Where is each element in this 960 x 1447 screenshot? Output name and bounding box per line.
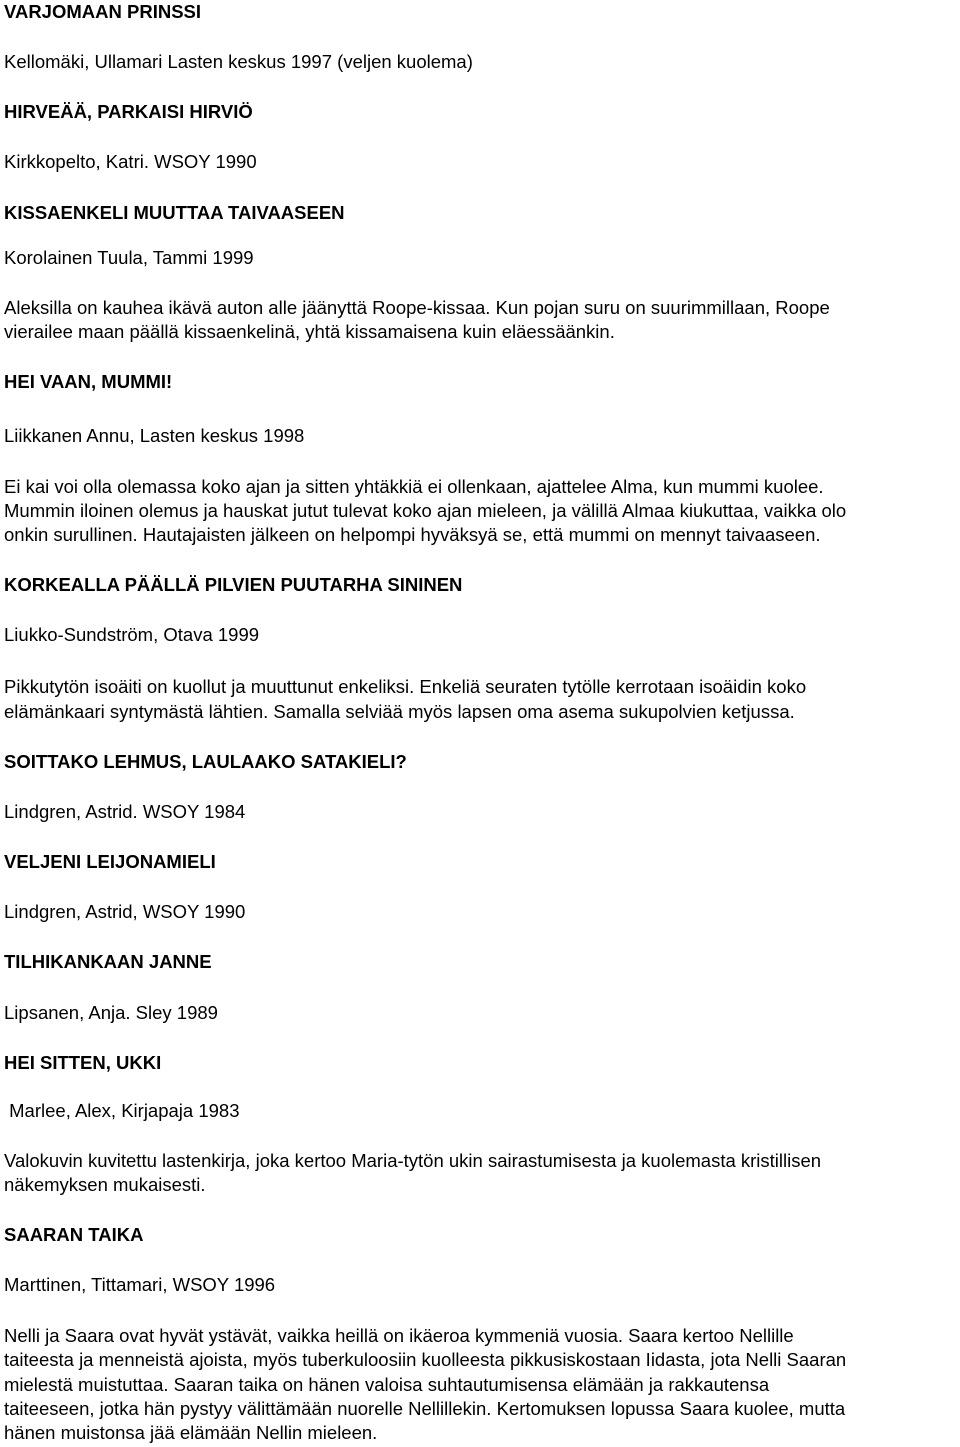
description-line: Pikkutytön isoäiti on kuollut ja muuttunut enkeliksi. Enkeliä seuraten tytölle kerrotaan isoäidin koko <box>4 676 807 697</box>
book-title: SOITTAKO LEHMUS, LAULAAKO SATAKIELI? <box>4 751 407 772</box>
book-author: Liikkanen Annu, Lasten keskus 1998 <box>4 425 305 446</box>
book-title: HEI VAAN, MUMMI! <box>4 371 173 392</box>
book-author: Korolainen Tuula, Tammi 1999 <box>4 247 254 268</box>
description-line: mielestä muistuttaa. Saaran taika on hänen valoisa suhtautumisensa elämään ja rakkautensa <box>4 1374 770 1395</box>
book-author: Lipsanen, Anja. Sley 1989 <box>4 1002 218 1023</box>
book-title: HIRVEÄÄ, PARKAISI HIRVIÖ <box>4 101 253 122</box>
description-line: taiteesta ja menneistä ajoista, myös tuberkuloosiin kuolleesta pikkusiskostaan Iidasta, jota Nelli Saaran <box>4 1349 847 1370</box>
book-title: VELJENI LEIJONAMIELI <box>4 851 216 872</box>
book-author: Kellomäki, Ullamari Lasten keskus 1997 (veljen kuolema) <box>4 51 473 72</box>
book-title: TILHIKANKAAN JANNE <box>4 951 212 972</box>
description-line: Ei kai voi olla olemassa koko ajan ja sitten yhtäkkiä ei ollenkaan, ajattelee Alma, kun mummi kuolee. <box>4 476 824 497</box>
description-line: Valokuvin kuvitettu lastenkirja, joka kertoo Maria-tytön ukin sairastumisesta ja kuolemasta kristillisen <box>4 1150 822 1171</box>
book-author: Marlee, Alex, Kirjapaja 1983 <box>4 1100 240 1121</box>
book-title: VARJOMAAN PRINSSI <box>4 1 202 22</box>
description-line: Mummin iloinen olemus ja hauskat jutut tulevat koko ajan mieleen, ja välillä Almaa kiukuttaa, vaikka olo <box>4 500 847 521</box>
description-line: näkemyksen mukaisesti. <box>4 1174 206 1195</box>
book-author: Marttinen, Tittamari, WSOY 1996 <box>4 1274 276 1295</box>
book-title: KISSAENKELI MUUTTAA TAIVAASEEN <box>4 202 345 223</box>
description-line: taiteeseen, jotka hän pystyy välittämään nuorelle Nellillekin. Kertomuksen lopussa Saara kuolee, mutta <box>4 1398 846 1419</box>
book-title: SAARAN TAIKA <box>4 1224 144 1245</box>
description-line: elämänkaari syntymästä lähtien. Samalla selviää myös lapsen oma asema sukupolvien ketjussa. <box>4 701 795 722</box>
book-author: Lindgren, Astrid. WSOY 1984 <box>4 801 246 822</box>
description-line: vierailee maan päällä kissaenkelinä, yhtä kissamaisena kuin eläessäänkin. <box>4 321 615 342</box>
book-author: Kirkkopelto, Katri. WSOY 1990 <box>4 151 257 172</box>
description-line: Aleksilla on kauhea ikävä auton alle jäänyttä Roope-kissaa. Kun pojan suru on suurimmillaan, Roope <box>4 297 830 318</box>
description-line: hänen muistonsa jää elämään Nellin mieleen. <box>4 1422 378 1443</box>
book-title: KORKEALLA PÄÄLLÄ PILVIEN PUUTARHA SININEN <box>4 574 463 595</box>
description-line: onkin surullinen. Hautajaisten jälkeen on helpompi hyväksyä se, että mummi on mennyt taivaaseen. <box>4 524 821 545</box>
book-author: Liukko-Sundström, Otava 1999 <box>4 624 260 645</box>
book-author: Lindgren, Astrid, WSOY 1990 <box>4 901 246 922</box>
book-title: HEI SITTEN, UKKI <box>4 1052 162 1073</box>
description-line: Nelli ja Saara ovat hyvät ystävät, vaikka heillä on ikäeroa kymmeniä vuosia. Saara kertoo Nellille <box>4 1325 794 1346</box>
